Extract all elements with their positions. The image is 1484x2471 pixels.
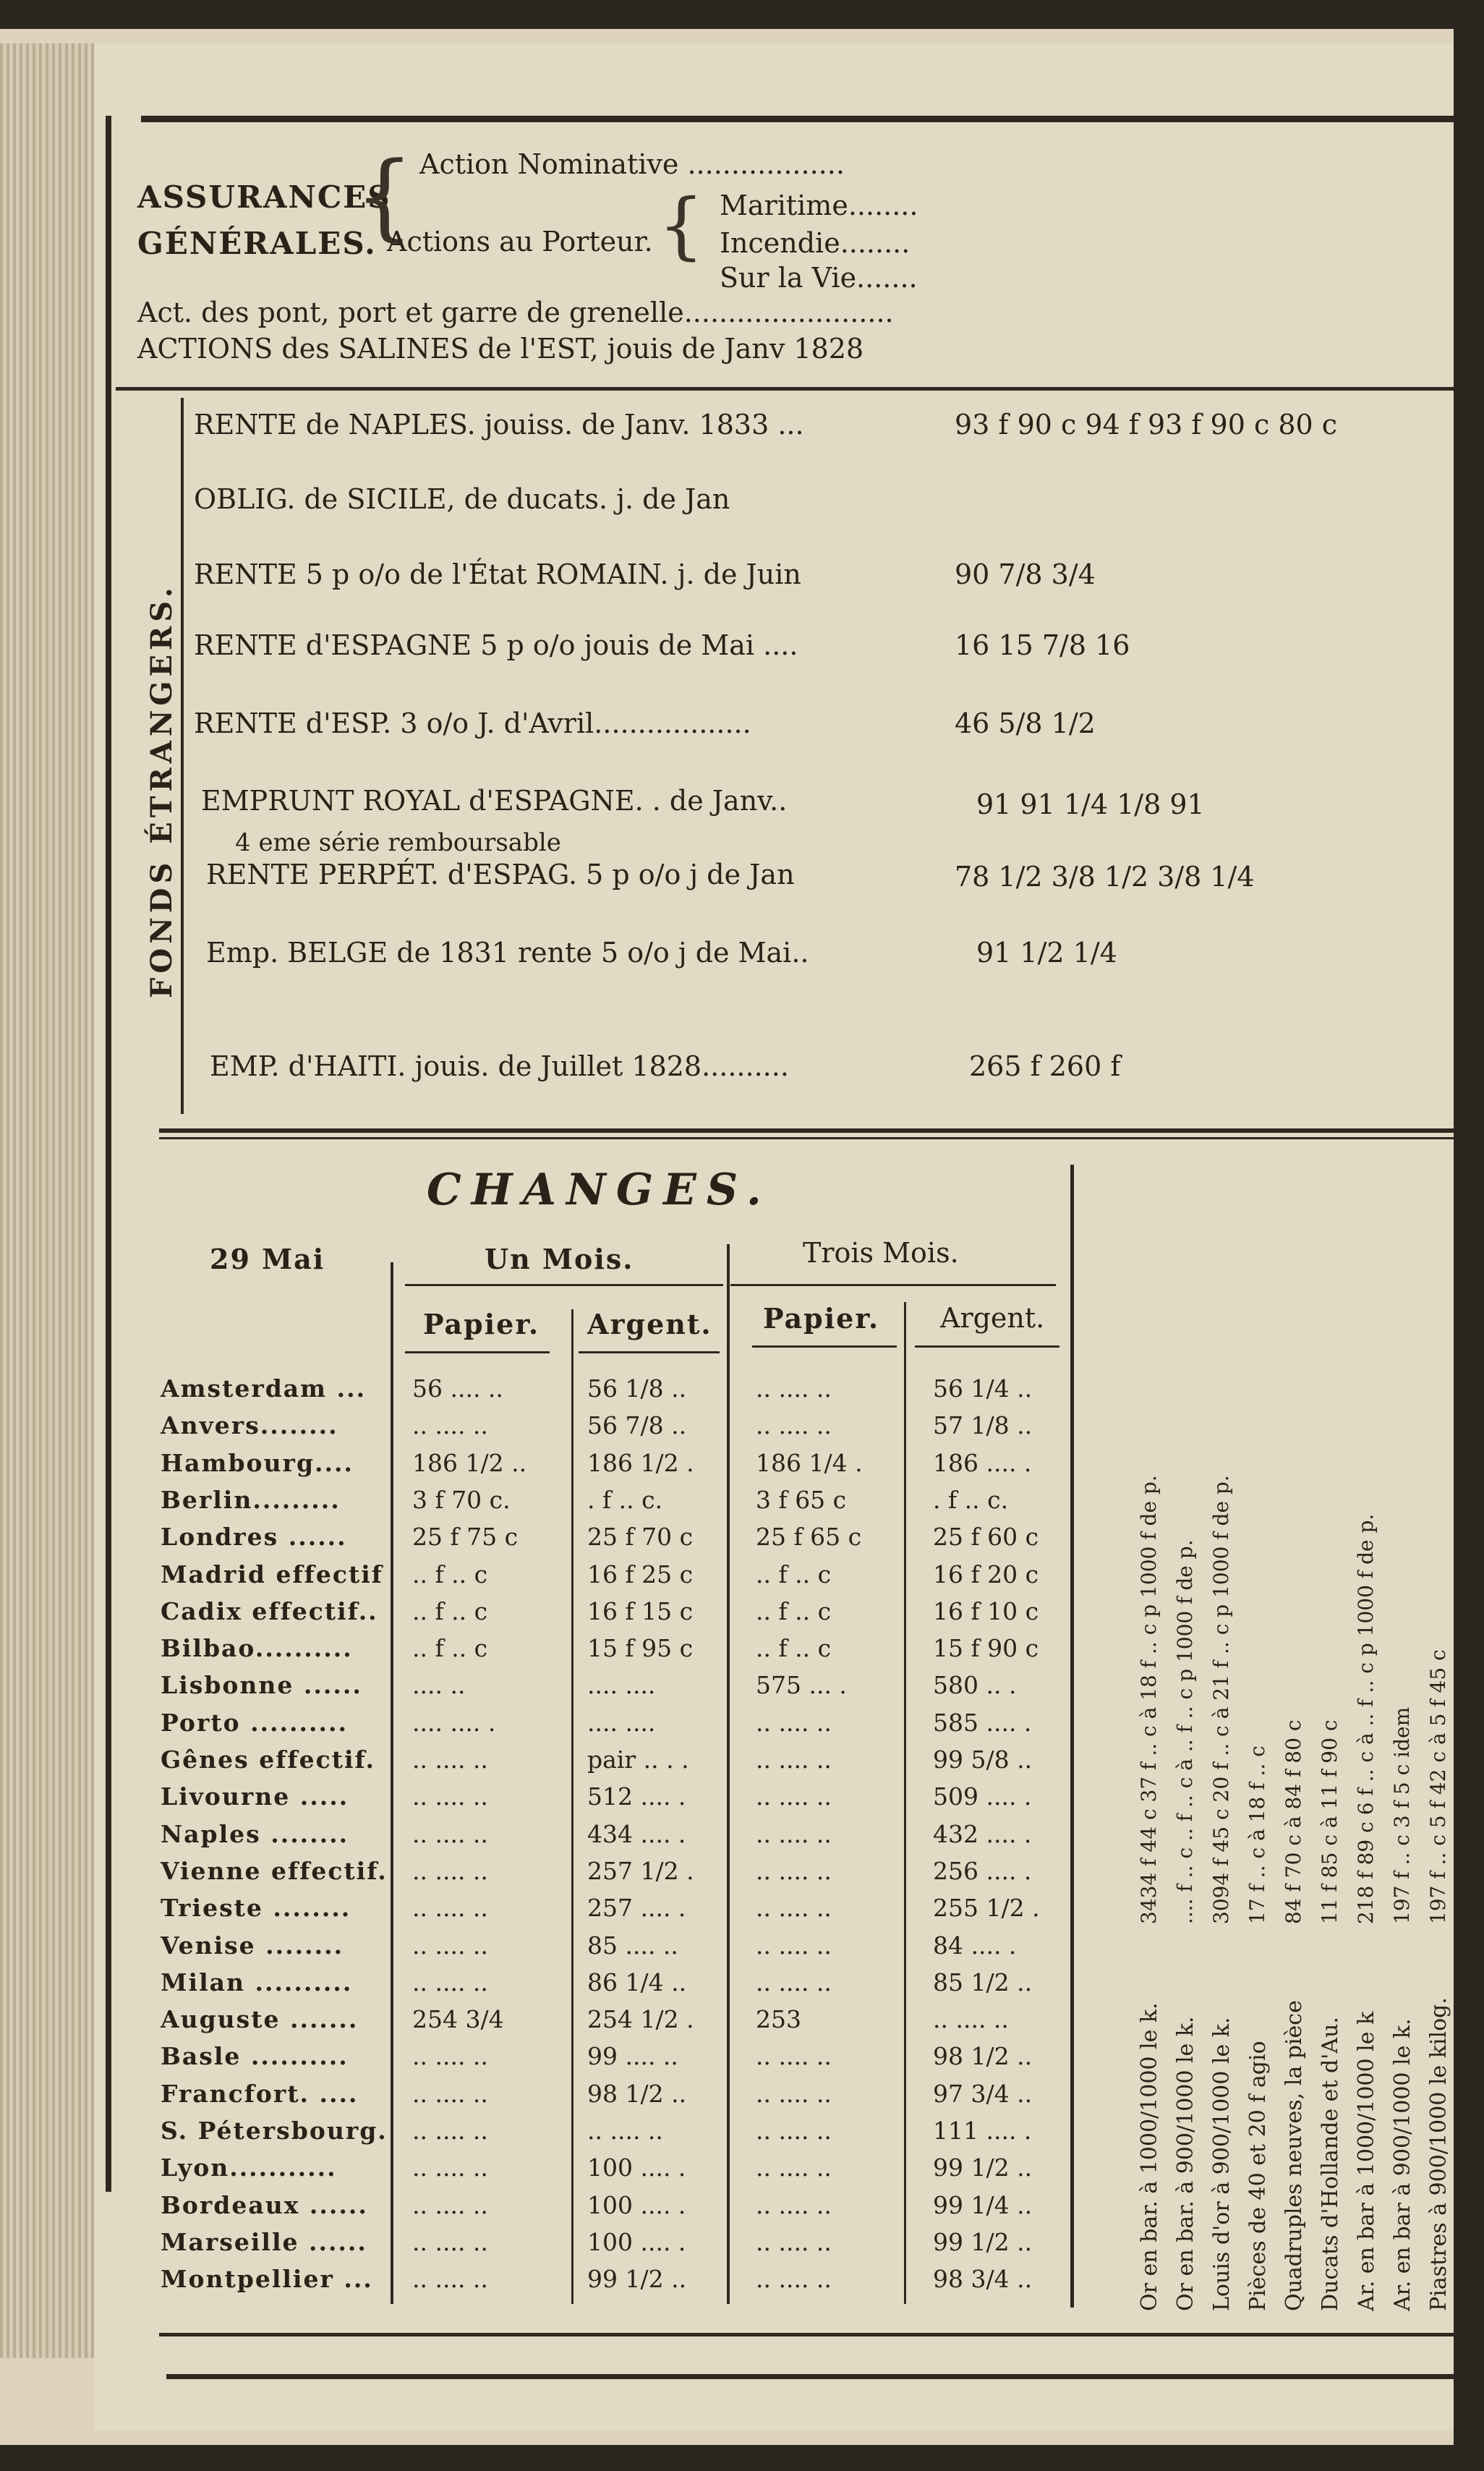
argent-un-mois: . f .. c.	[587, 1485, 663, 1514]
vie-label: Sur la Vie.......	[720, 262, 918, 294]
papier-trois-mois: .. f .. c	[756, 1634, 832, 1663]
header-underline-1	[405, 1351, 550, 1353]
papier-un-mois: .. f .. c	[412, 1596, 488, 1625]
papier-un-mois: 56 .... ..	[412, 1374, 503, 1403]
papier-trois-mois: 25 f 65 c	[756, 1523, 862, 1552]
argent-trois-mois: 25 f 60 c	[933, 1523, 1039, 1552]
argent-un-mois: 16 f 15 c	[587, 1596, 694, 1625]
city-name: Amsterdam ...	[161, 1374, 367, 1403]
assurances-label-2: GÉNÉRALES.	[137, 226, 377, 261]
argent-un-mois: 16 f 25 c	[587, 1560, 694, 1588]
header-underline-3	[752, 1345, 897, 1348]
argent-un-mois: 100 .... .	[587, 2190, 686, 2219]
argent-header-1: Argent.	[587, 1308, 712, 1340]
city-name: S. Pétersbourg.	[161, 2117, 388, 2145]
column-rule	[1070, 1165, 1074, 2308]
city-name: Marseille ......	[161, 2227, 367, 2256]
salines-row: ACTIONS des SALINES de l'EST, jouis de Janv 1828	[137, 333, 864, 365]
left-border	[106, 116, 111, 2192]
fonds-row-name: Emp. BELGE de 1831 rente 5 o/o j de Mai..	[206, 937, 809, 969]
metal-value: 11 f 85 c à 11 f 90 c	[1318, 1719, 1342, 1924]
city-name: Francfort. ....	[161, 2079, 359, 2108]
argent-un-mois: 100 .... .	[587, 2153, 686, 2182]
metal-label: Louis d'or à 900/1000 le k.	[1209, 2017, 1234, 2311]
papier-trois-mois: .. .... ..	[756, 1968, 832, 1996]
city-name: Lyon...........	[161, 2153, 337, 2182]
city-name: Augustе .......	[161, 2005, 359, 2034]
metal-label: Pièces de 40 et 20 f agio	[1245, 2041, 1271, 2311]
city-name: Basle ..........	[161, 2042, 349, 2071]
trois-mois-header: Trois Mois.	[803, 1237, 959, 1269]
argent-un-mois: 98 1/2 ..	[587, 2079, 687, 2108]
argent-un-mois: .. .... ..	[587, 2117, 663, 2145]
argent-header-3: Argent.	[940, 1302, 1045, 1334]
city-name: Londres ......	[161, 1523, 347, 1552]
maritime-label: Maritime........	[720, 190, 918, 221]
argent-un-mois: 257 1/2 .	[587, 1856, 694, 1885]
bottom-rule	[159, 2333, 1454, 2336]
metal-value: 84 f 70 c à 84 f 80 c	[1282, 1719, 1305, 1924]
fonds-row-value: 265 f 260 f	[969, 1050, 1121, 1082]
papier-un-mois: .. .... ..	[412, 2079, 488, 2108]
argent-un-mois: 15 f 95 c	[587, 1634, 694, 1663]
metal-value: 197 f .. c 3 f 5 c idem	[1390, 1706, 1414, 1924]
papier-un-mois: .. f .. c	[412, 1634, 488, 1663]
argent-trois-mois: 256 .... .	[933, 1856, 1032, 1885]
city-name: Porto ..........	[161, 1708, 348, 1737]
fonds-row-value: 46 5/8 1/2	[955, 707, 1096, 739]
papier-un-mois: .. .... ..	[412, 1894, 488, 1923]
city-name: Montpellier ...	[161, 2265, 373, 2294]
argent-trois-mois: 111 .... .	[933, 2117, 1032, 2145]
papier-un-mois: .. .... ..	[412, 2042, 488, 2071]
metal-label: Ar. en bar à 1000/1000 le k	[1354, 2011, 1379, 2311]
un-mois-header: Un Mois.	[485, 1243, 634, 1275]
fonds-row-note: 4 eme série remboursable	[235, 828, 561, 857]
argent-un-mois: .... ....	[587, 1708, 656, 1737]
papier-trois-mois: .. .... ..	[756, 1708, 832, 1737]
fonds-row-name: RENTE de NAPLES. jouiss. de Janv. 1833 ...	[194, 409, 804, 441]
argent-un-mois: 100 .... .	[587, 2227, 686, 2256]
argent-trois-mois: 56 1/4 ..	[933, 1374, 1033, 1403]
argent-un-mois: 512 .... .	[587, 1782, 686, 1811]
papier-trois-mois: 575 ... .	[756, 1671, 847, 1700]
papier-un-mois: .. .... ..	[412, 1819, 488, 1848]
argent-trois-mois: 99 1/4 ..	[933, 2190, 1033, 2219]
metal-label: Ar. en bar à 900/1000 le k.	[1390, 2018, 1415, 2311]
papier-trois-mois: .. .... ..	[756, 2117, 832, 2145]
column-rule	[571, 1309, 573, 2304]
fonds-row-name: OBLIG. de SICILE, de ducats. j. de Jan	[194, 483, 730, 515]
city-name: Berlin.........	[161, 1485, 341, 1514]
trois-mois-underline	[730, 1284, 1056, 1286]
top-rule	[141, 116, 1454, 122]
argent-trois-mois: 98 3/4 ..	[933, 2265, 1033, 2294]
papier-un-mois: .. .... ..	[412, 1782, 488, 1811]
papier-trois-mois: .. .... ..	[756, 2227, 832, 2256]
papier-un-mois: .. .... ..	[412, 2227, 488, 2256]
argent-un-mois: 434 .... .	[587, 1819, 686, 1848]
changes-top-rule-2	[159, 1137, 1454, 1139]
papier-trois-mois: .. .... ..	[756, 1374, 832, 1403]
argent-trois-mois: 99 5/8 ..	[933, 1745, 1033, 1774]
argent-trois-mois: 432 .... .	[933, 1819, 1032, 1848]
argent-un-mois: 99 1/2 ..	[587, 2265, 687, 2294]
metal-value: 17 f .. c à 18 f .. c	[1245, 1745, 1269, 1924]
metal-label: Ducats d'Hollande et d'Au.	[1318, 2017, 1343, 2311]
argent-un-mois: 254 1/2 .	[587, 2005, 694, 2034]
city-name: Naples ........	[161, 1819, 349, 1848]
argent-trois-mois: 99 1/2 ..	[933, 2227, 1033, 2256]
papier-un-mois: 186 1/2 ..	[412, 1448, 527, 1477]
papier-trois-mois: .. .... ..	[756, 2153, 832, 2182]
papier-trois-mois: 253	[756, 2005, 801, 2034]
argent-un-mois: 56 1/8 ..	[587, 1374, 687, 1403]
ponts-row: Act. des pont, port et garre de grenelle........................	[137, 297, 894, 328]
papier-trois-mois: .. .... ..	[756, 1782, 832, 1811]
fonds-row-name: EMPRUNT ROYAL d'ESPAGNE. . de Janv..	[201, 785, 788, 817]
city-name: Madrid effectif	[161, 1560, 383, 1588]
papier-trois-mois: .. .... ..	[756, 2042, 832, 2071]
changes-date: 29 Mai	[210, 1243, 325, 1275]
papier-trois-mois: .. .... ..	[756, 1856, 832, 1885]
argent-trois-mois: 84 .... .	[933, 1931, 1017, 1960]
un-mois-underline	[405, 1284, 723, 1286]
city-name: Lisbonne ......	[161, 1671, 362, 1700]
argent-trois-mois: 585 .... .	[933, 1708, 1032, 1737]
fonds-row-value: 16 15 7/8 16	[955, 629, 1130, 661]
papier-header-3: Papier.	[763, 1302, 880, 1335]
metal-label: Or en bar. à 1000/1000 le k.	[1137, 2002, 1162, 2311]
argent-trois-mois: 99 1/2 ..	[933, 2153, 1033, 2182]
fonds-row-value: 91 91 1/4 1/8 91	[976, 788, 1205, 820]
papier-trois-mois: 186 1/4 .	[756, 1448, 863, 1477]
assurances-label-1: ASSURANCES	[137, 179, 391, 215]
metal-label: Piastres à 900/1000 le kilog.	[1426, 1997, 1451, 2311]
papier-trois-mois: .. .... ..	[756, 2190, 832, 2219]
argent-trois-mois: 15 f 90 c	[933, 1634, 1039, 1663]
papier-un-mois: .. .... ..	[412, 1745, 488, 1774]
argent-un-mois: 85 .... ..	[587, 1931, 678, 1960]
argent-un-mois: 86 1/4 ..	[587, 1968, 687, 1996]
papier-trois-mois: .. .... ..	[756, 2079, 832, 2108]
incendie-label: Incendie........	[720, 227, 911, 259]
papier-un-mois: .. .... ..	[412, 1968, 488, 1996]
papier-trois-mois: .. f .. c	[756, 1560, 832, 1588]
fonds-row-name: RENTE d'ESPAGNE 5 p o/o jouis de Mai ....	[194, 629, 798, 661]
city-name: Vienne effectif.	[161, 1856, 388, 1885]
papier-un-mois: .... ..	[412, 1671, 466, 1700]
argent-un-mois: 56 7/8 ..	[587, 1411, 687, 1440]
fonds-row-name: RENTE PERPÉT. d'ESPAG. 5 p o/o j de Jan	[206, 859, 795, 890]
papier-un-mois: .... .... .	[412, 1708, 496, 1737]
fonds-row-name: RENTE 5 p o/o de l'État ROMAIN. j. de Juin	[194, 558, 801, 590]
city-name: Trieste ........	[161, 1894, 351, 1923]
argent-trois-mois: 509 .... .	[933, 1782, 1032, 1811]
metal-value: 3094 f 45 c 20 f .. c à 21 f .. c p 1000 f de p.	[1209, 1475, 1233, 1924]
city-name: Anvers........	[161, 1411, 338, 1440]
metal-value: 3434 f 44 c 37 f .. c à 18 f .. c p 1000 f de p.	[1137, 1475, 1161, 1924]
argent-un-mois: 25 f 70 c	[587, 1523, 694, 1552]
papier-trois-mois: .. .... ..	[756, 1894, 832, 1923]
papier-trois-mois: 3 f 65 c	[756, 1485, 847, 1514]
page-stack-edge	[0, 43, 101, 2358]
fonds-row-value: 78 1/2 3/8 1/2 3/8 1/4	[955, 861, 1255, 893]
argent-trois-mois: 16 f 20 c	[933, 1560, 1039, 1588]
fonds-side-label: FONDS ÉTRANGERS.	[145, 583, 179, 998]
city-name: Bordeaux ......	[161, 2190, 368, 2219]
argent-un-mois: 186 1/2 .	[587, 1448, 694, 1477]
fonds-divider	[181, 398, 184, 1114]
city-name: Bilbao..........	[161, 1634, 353, 1663]
action-nominative: Action Nominative ..................	[419, 148, 845, 180]
fonds-row-name: RENTE d'ESP. 3 o/o J. d'Avril..................	[194, 707, 751, 739]
changes-title: CHANGES.	[427, 1165, 772, 1215]
column-rule	[904, 1302, 906, 2304]
fonds-row-name: EMP. d'HAITI. jouis. de Juillet 1828..........	[210, 1050, 789, 1082]
papier-un-mois: .. .... ..	[412, 2153, 488, 2182]
city-name: Cadix effectif..	[161, 1596, 378, 1625]
argent-un-mois: 257 .... .	[587, 1894, 686, 1923]
papier-un-mois: .. .... ..	[412, 2190, 488, 2219]
papier-trois-mois: .. f .. c	[756, 1596, 832, 1625]
papier-un-mois: .. .... ..	[412, 1931, 488, 1960]
column-rule	[727, 1244, 730, 2304]
argent-trois-mois: . f .. c.	[933, 1485, 1009, 1514]
metal-label: Or en bar. à 900/1000 le k.	[1173, 2016, 1198, 2311]
papier-trois-mois: .. .... ..	[756, 1819, 832, 1848]
papier-un-mois: .. .... ..	[412, 1856, 488, 1885]
argent-trois-mois: 57 1/8 ..	[933, 1411, 1033, 1440]
papier-un-mois: .. .... ..	[412, 2117, 488, 2145]
argent-trois-mois: 580 .. .	[933, 1671, 1017, 1700]
papier-trois-mois: .. .... ..	[756, 1931, 832, 1960]
papier-un-mois: .. f .. c	[412, 1560, 488, 1588]
bottom-rule-2	[166, 2374, 1454, 2379]
city-name: Hambourg....	[161, 1448, 354, 1477]
fonds-row-value: 91 1/2 1/4	[976, 937, 1117, 969]
city-name: Gênes effectif.	[161, 1745, 375, 1774]
column-rule	[391, 1262, 393, 2304]
argent-trois-mois: 255 1/2 .	[933, 1894, 1040, 1923]
papier-un-mois: .. .... ..	[412, 1411, 488, 1440]
assurances-brace: {	[354, 141, 414, 251]
header-underline-2	[579, 1351, 720, 1353]
porteur-brace: {	[658, 183, 704, 268]
changes-top-rule	[159, 1128, 1454, 1133]
metal-value: 197 f .. c 5 f 42 c à 5 f 45 c	[1426, 1649, 1450, 1924]
fonds-row-value: 90 7/8 3/4	[955, 558, 1096, 590]
argent-un-mois: .... ....	[587, 1671, 656, 1700]
city-name: Milan ..........	[161, 1968, 353, 1996]
header-underline-4	[915, 1345, 1059, 1348]
papier-un-mois: 25 f 75 c	[412, 1523, 519, 1552]
papier-un-mois: 3 f 70 c.	[412, 1485, 511, 1514]
argent-un-mois: 99 .... ..	[587, 2042, 678, 2071]
fonds-top-rule	[116, 387, 1454, 391]
argent-trois-mois: 16 f 10 c	[933, 1596, 1039, 1625]
papier-trois-mois: .. .... ..	[756, 2265, 832, 2294]
papier-un-mois: 254 3/4	[412, 2005, 504, 2034]
argent-un-mois: pair .. . .	[587, 1745, 689, 1774]
actions-porteur: Actions au Porteur.	[387, 226, 653, 258]
argent-trois-mois: 97 3/4 ..	[933, 2079, 1033, 2108]
metal-label: Quadruples neuves, la pièce	[1282, 2000, 1307, 2311]
papier-un-mois: .. .... ..	[412, 2265, 488, 2294]
papier-header-1: Papier.	[423, 1308, 540, 1340]
papier-trois-mois: .. .... ..	[756, 1411, 832, 1440]
metal-value: 218 f 89 c 6 f .. c à .. f .. c p 1000 f de p.	[1354, 1513, 1378, 1924]
argent-trois-mois: 85 1/2 ..	[933, 1968, 1033, 1996]
argent-trois-mois: 186 .... .	[933, 1448, 1032, 1477]
city-name: Livourne .....	[161, 1782, 349, 1811]
argent-trois-mois: .. .... ..	[933, 2005, 1009, 2034]
metal-value: .... f .. c .. f .. c à .. f .. c p 1000 f de p.	[1173, 1539, 1197, 1924]
papier-trois-mois: .. .... ..	[756, 1745, 832, 1774]
argent-trois-mois: 98 1/2 ..	[933, 2042, 1033, 2071]
fonds-row-value: 93 f 90 c 94 f 93 f 90 c 80 c	[955, 409, 1338, 441]
city-name: Venise ........	[161, 1931, 344, 1960]
